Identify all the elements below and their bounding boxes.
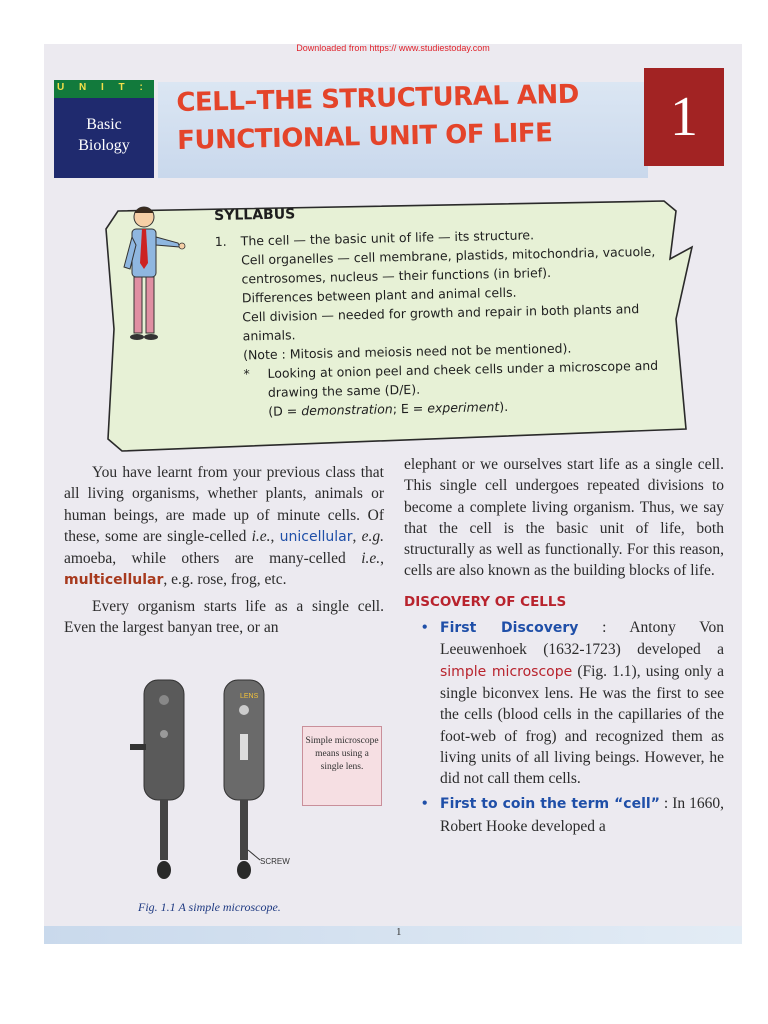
syllabus-item: Cell division — needed for growth and repair in both plants and animals. bbox=[242, 301, 640, 344]
download-note: Downloaded from https:// www.studiestoday.com bbox=[296, 44, 490, 53]
chapter-number: 1 bbox=[644, 68, 724, 166]
syllabus-legend: (D = demonstration; E = experiment). bbox=[268, 398, 509, 419]
list-item: • First to coin the term “cell” : In 1660, Robert Hooke developed a bbox=[422, 793, 724, 837]
lens-label: LENS bbox=[240, 693, 259, 700]
term-multicellular: multicellular bbox=[64, 572, 164, 589]
term-simple-microscope: simple microscope bbox=[440, 663, 573, 680]
document-page bbox=[44, 44, 742, 944]
screw-label: SCREW bbox=[260, 857, 290, 866]
syllabus-note: (Note : Mitosis and meiosis need not be mentioned). bbox=[242, 340, 572, 363]
footer-band bbox=[44, 926, 742, 944]
right-column bbox=[404, 454, 724, 837]
unit-label: U N I T : bbox=[54, 80, 154, 98]
figure-note: Simple microscope means using a single lens. bbox=[302, 726, 382, 806]
term-unicellular: unicellular bbox=[279, 528, 353, 545]
unit-box bbox=[54, 80, 154, 178]
syllabus-practical: * Looking at onion peel and cheek cells under a microscope and drawing the same (D/E). bbox=[243, 357, 659, 400]
syllabus-panel bbox=[104, 199, 694, 454]
figure-microscope bbox=[104, 674, 394, 924]
syllabus-text bbox=[214, 197, 678, 422]
syllabus-heading: SYLLABUS bbox=[214, 206, 296, 224]
bullet-icon: • bbox=[422, 619, 428, 637]
paragraph: You have learnt from your previous class that all living organisms, whether plants, animals or human beings, are made up of minute cells. Of these, some are single-celled i.e., unicellular, e.g. amoeba, while others are many-celled i.e., multicellular, e.g. rose, frog, etc. bbox=[64, 464, 385, 589]
paragraph: elephant or we ourselves start life as a single cell. This single cell undergoes repeated divisions to become a complete living organism. Thus, we say that the cell is the basic unit of life, both structurally as well as functionally. For this reason, cells are also known as the building blocks of life. bbox=[404, 456, 724, 580]
chapter-header bbox=[54, 68, 742, 206]
teacher-illustration bbox=[112, 203, 192, 353]
bullet-icon: • bbox=[422, 795, 428, 813]
chapter-title: CELL–THE STRUCTURAL AND FUNCTIONAL UNIT OF LIFE bbox=[176, 79, 580, 156]
unit-name: Basic Biology bbox=[78, 116, 130, 154]
section-heading: DISCOVERY OF CELLS bbox=[404, 593, 567, 610]
microscope-illustration bbox=[104, 674, 304, 894]
syllabus-item: Cell organelles — cell membrane, plastids, mitochondria, vacuole, centrosomes, nucleus — their functions (in brief). bbox=[240, 243, 656, 287]
paragraph: Every organism starts life as a single cell. Even the largest banyan tree, or an bbox=[64, 597, 384, 637]
page-number: 1 bbox=[396, 926, 402, 938]
left-column bbox=[64, 462, 384, 638]
syllabus-topic: 1. The cell — the basic unit of life — its structure. bbox=[214, 227, 535, 249]
list-item: • First Discovery : Antony Von Leeuwenhoek (1632-1723) developed a simple microscope (Fig. 1.1), using only a single biconvex lens. He was the first to see the cells (blood cells in the capillaries of the foot-web of frog) and recognized them as living units of all living beings. However, he did not call them cells. bbox=[422, 617, 724, 789]
figure-caption: Fig. 1.1 A simple microscope. bbox=[138, 900, 281, 914]
syllabus-item: Differences between plant and animal cells. bbox=[241, 284, 517, 306]
